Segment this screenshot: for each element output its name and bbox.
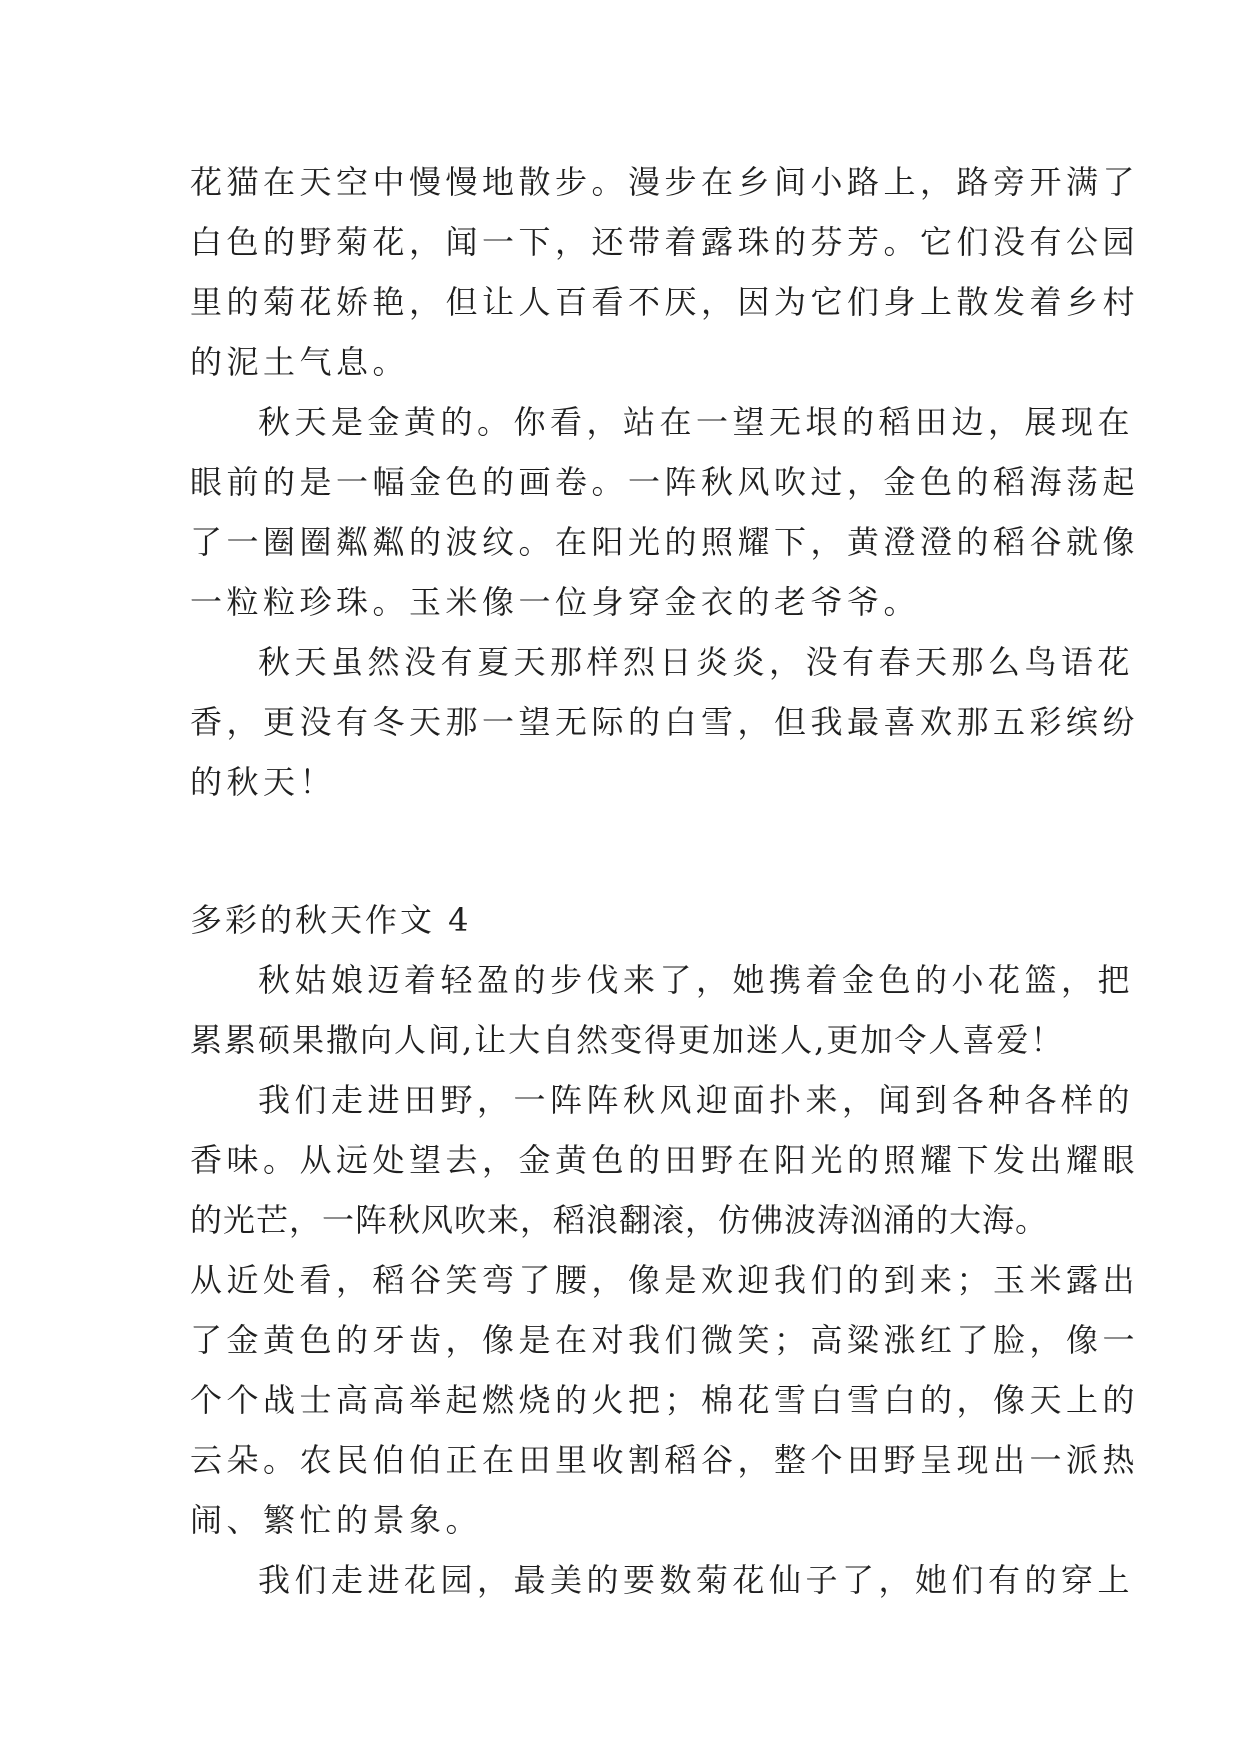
- text-line: 闹、繁忙的景象。: [190, 1501, 483, 1539]
- section-heading: 多彩的秋天作文 4: [190, 901, 472, 939]
- text-line: 的光芒，一阵秋风吹来，稻浪翻滚，仿佛波涛汹涌的大海。: [190, 1201, 1049, 1239]
- text-line: 累累硕果撒向人间,让大自然变得更加迷人,更加令人喜爱！: [190, 1021, 1065, 1059]
- text-line: 白色的野菊花，闻一下，还带着露珠的芬芳。它们没有公园: [190, 223, 1140, 261]
- text-line: 香，更没有冬天那一望无际的白雪，但我最喜欢那五彩缤纷: [190, 703, 1140, 741]
- text-line: 里的菊花娇艳，但让人百看不厌，因为它们身上散发着乡村: [190, 283, 1140, 321]
- paragraph-golden-autumn: [190, 392, 1140, 632]
- text-line: 秋天是金黄的。你看，站在一望无垠的稻田边，展现在: [258, 403, 1135, 441]
- paragraph-garden: [190, 1550, 1135, 1610]
- paragraph-continued: [190, 152, 1140, 392]
- document-body: [190, 152, 1140, 1610]
- text-line: 个个战士高高举起燃烧的火把；棉花雪白雪白的，像天上的: [190, 1381, 1140, 1419]
- text-line: 秋天虽然没有夏天那样烈日炎炎，没有春天那么鸟语花: [258, 643, 1135, 681]
- text-line: 香味。从远处望去，金黄色的田野在阳光的照耀下发出耀眼: [190, 1141, 1140, 1179]
- text-line: 的秋天！: [190, 763, 337, 801]
- text-line: 从近处看，稻谷笑弯了腰，像是欢迎我们的到来；玉米露出: [190, 1261, 1140, 1299]
- text-line: 云朵。农民伯伯正在田里收割稻谷，整个田野呈现出一派热: [190, 1441, 1140, 1479]
- paragraph-intro: [190, 950, 1135, 1070]
- text-line: 了金黄色的牙齿，像是在对我们微笑；高粱涨红了脸，像一: [190, 1321, 1140, 1359]
- section-spacer: [190, 812, 1070, 890]
- text-line: 花猫在天空中慢慢地散步。漫步在乡间小路上，路旁开满了: [190, 163, 1140, 201]
- text-line: 了一圈圈粼粼的波纹。在阳光的照耀下，黄澄澄的稻谷就像: [190, 523, 1140, 561]
- text-line: 眼前的是一幅金色的画卷。一阵秋风吹过，金色的稻海荡起: [190, 463, 1140, 501]
- paragraph-conclusion: [190, 632, 1140, 812]
- paragraph-field: [190, 1070, 1140, 1550]
- text-line: 秋姑娘迈着轻盈的步伐来了，她携着金色的小花篮，把: [258, 961, 1135, 999]
- text-line: 的泥土气息。: [190, 343, 410, 381]
- text-line: 我们走进花园，最美的要数菊花仙子了，她们有的穿上: [258, 1561, 1135, 1599]
- text-line: 一粒粒珍珠。玉米像一位身穿金衣的老爷爷。: [190, 583, 921, 621]
- text-line: 我们走进田野，一阵阵秋风迎面扑来，闻到各种各样的: [258, 1081, 1135, 1119]
